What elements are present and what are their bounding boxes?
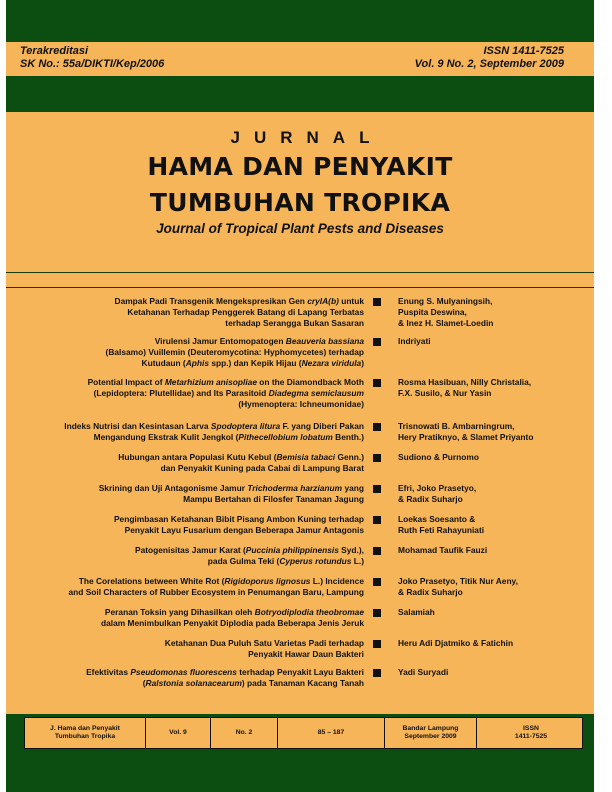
- article-authors: [398, 638, 588, 649]
- article-title: [24, 638, 364, 660]
- article-title-line: dan Penyakit Kuning pada Cabai di Lampung Barat: [160, 463, 364, 474]
- footer-cell-line: ISSN: [523, 724, 539, 732]
- article-title-line: Skrining dan Uji Antagonisme Jamur Trichoderma harzianum yang: [98, 483, 364, 493]
- article-title: [24, 483, 364, 505]
- article-title: [24, 421, 364, 443]
- article-author-line: Indriyati: [398, 336, 431, 346]
- footer-place-date: [385, 718, 477, 748]
- article-author-line: Salamiah: [398, 607, 435, 617]
- footer-volume: [146, 718, 211, 748]
- article-author-line: Joko Prasetyo, Titik Nur Aeny,: [398, 576, 518, 586]
- article-title-line: Efektivitas Pseudomonas fluorescens terhadap Penyakit Layu Bakteri: [86, 667, 364, 677]
- article-authors: [398, 452, 588, 463]
- footer-number: [211, 718, 278, 748]
- article-authors: [398, 514, 588, 536]
- article-authors: [398, 607, 588, 618]
- article-title: [24, 336, 364, 370]
- article-author-line: Efri, Joko Prasetyo,: [398, 483, 477, 493]
- article-title-line: The Corelations between White Rot (Rigidoporus lignosus L.) Incidence: [78, 576, 364, 586]
- article-title-line: Mengandung Ekstrak Kulit Jengkol (Pithecellobium lobatum Benth.): [93, 432, 364, 443]
- footer-cell-line: J. Hama dan Penyakit: [50, 724, 120, 732]
- article-title-line: Pengimbasan Ketahanan Bibit Pisang Ambon Kuning terhadap: [113, 514, 364, 524]
- article-author-line: Mohamad Taufik Fauzi: [398, 545, 488, 555]
- article-authors: [398, 667, 588, 678]
- article-author-line: & Inez H. Slamet-Loedin: [398, 318, 494, 329]
- article-title: [24, 514, 364, 536]
- article-author-line: Yadi Suryadi: [398, 667, 449, 677]
- footer-cell-line: Tumbuhan Tropika: [54, 733, 116, 740]
- bullet-square-icon: [373, 578, 381, 586]
- journal-cover: [6, 0, 594, 792]
- article-authors: [398, 336, 588, 347]
- divider-bottom: [6, 287, 594, 288]
- article-authors: [398, 421, 588, 443]
- article-title-line: Patogenisitas Jamur Karat (Puccinia philippinensis Syd.),: [135, 545, 364, 555]
- article-title: [24, 667, 364, 689]
- article-title-line: Ketahanan Dua Puluh Satu Varietas Padi terhadap: [164, 638, 364, 648]
- article-authors: [398, 576, 588, 598]
- article-authors: [398, 545, 588, 556]
- footer-journal-abbrev: [25, 718, 146, 748]
- article-author-line: Heru Adi Djatmiko & Fatichin: [398, 638, 514, 648]
- sk-number: SK No.: 55a/DIKTI/Kep/2006: [20, 58, 165, 70]
- bullet-square-icon: [373, 338, 381, 346]
- article-author-line: Enung S. Mulyaningsih,: [398, 296, 493, 306]
- bullet-square-icon: [373, 669, 381, 677]
- article-title-line: terhadap Serangga Bukan Sasaran: [225, 318, 364, 329]
- article-title: [24, 452, 364, 474]
- footer-cell-line: No. 2: [235, 728, 253, 736]
- article-title-line: Hubungan antara Populasi Kutu Kebul (Bemisia tabaci Genn.): [118, 452, 364, 462]
- article-authors: [398, 296, 588, 330]
- article-title-line: (Ralstonia solanacearum) pada Tanaman Kacang Tanah: [142, 678, 364, 689]
- article-author-line: Hery Pratiknyo, & Slamet Priyanto: [398, 432, 534, 443]
- footer-info-table: [24, 717, 583, 749]
- article-title-line: Penyakit Hawar Daun Bakteri: [248, 649, 364, 660]
- article-title-line: Potential Impact of Metarhizium anisopliae on the Diamondback Moth: [87, 377, 364, 387]
- article-title-line: Penyakit Layu Fusarium dengan Beberapa Jamur Antagonis: [124, 525, 364, 536]
- journal-subtitle: Journal of Tropical Plant Pests and Diseases: [156, 221, 444, 236]
- article-author-line: Sudiono & Purnomo: [398, 452, 479, 462]
- bullet-square-icon: [373, 485, 381, 493]
- article-title-line: Dampak Padi Transgenik Mengekspresikan Gen cryIA(b) untuk: [114, 296, 364, 306]
- article-author-line: Rosma Hasibuan, Nilly Christalia,: [398, 377, 532, 387]
- bullet-square-icon: [373, 379, 381, 387]
- article-title: [24, 607, 364, 629]
- journal-title-line2: TUMBUHAN TROPIKA: [149, 188, 451, 217]
- footer-cell-line: 1411-7525: [514, 733, 548, 740]
- article-title-line: pada Gulma Teki (Cyperus rotundus L.): [207, 556, 364, 567]
- article-author-line: Ruth Feti Rahayuniati: [398, 525, 485, 536]
- volume-issue: Vol. 9 No. 2, September 2009: [414, 58, 564, 70]
- article-title-line: dalam Menimbulkan Penyakit Diplodia pada Beberapa Jenis Jeruk: [101, 618, 364, 629]
- article-title-line: Kutudaun (Aphis spp.) dan Kepik Hijau (Nezara viridula): [141, 358, 364, 369]
- footer-pages: [278, 718, 385, 748]
- footer-cell-line: 85 – 187: [317, 728, 345, 736]
- bullet-square-icon: [373, 423, 381, 431]
- footer-cell-line: Vol. 9: [169, 728, 187, 736]
- article-title: [24, 545, 364, 567]
- article-author-line: & Radix Suharjo: [398, 587, 463, 598]
- bullet-square-icon: [373, 547, 381, 555]
- bullet-square-icon: [373, 298, 381, 306]
- issn-label: ISSN 1411-7525: [483, 45, 564, 57]
- divider-top: [6, 272, 594, 273]
- article-authors: [398, 483, 588, 505]
- jurnal-label: JURNAL: [230, 128, 384, 147]
- footer-cell-line: September 2009: [404, 733, 457, 740]
- article-title-line: (Lepidoptera: Plutellidae) and Its Parasitoid Diadegma semiclausum: [93, 388, 364, 399]
- footer-cell-line: Bandar Lampung: [402, 724, 459, 732]
- bullet-square-icon: [373, 640, 381, 648]
- article-title-line: Ketahanan Terhadap Penggerek Batang di Lapang Terbatas: [127, 307, 364, 318]
- header-band: [6, 42, 594, 76]
- article-title-line: (Balsamo) Vuillemin (Deuteromycotina: Hyphomycetes) terhadap: [105, 347, 364, 358]
- article-author-line: Puspita Deswina,: [398, 307, 467, 318]
- article-author-line: F.X. Susilo, & Nur Yasin: [398, 388, 492, 399]
- article-title-line: (Hymenoptera: Ichneumonidae): [238, 399, 364, 410]
- article-authors: [398, 377, 588, 399]
- article-title: [24, 296, 364, 330]
- footer-issn: [477, 718, 585, 748]
- article-title-line: Mampu Bertahan di Filosfer Tanaman Jagung: [183, 494, 364, 505]
- article-author-line: Loekas Soesanto &: [398, 514, 476, 524]
- accreditation-label: Terakreditasi: [20, 45, 89, 57]
- article-author-line: & Radix Suharjo: [398, 494, 463, 505]
- article-title-line: Indeks Nutrisi dan Kesintasan Larva Spodoptera litura F. yang Diberi Pakan: [64, 421, 364, 431]
- bullet-square-icon: [373, 516, 381, 524]
- article-title-line: and Soil Characters of Rubber Ecosystem in Penumangan Baru, Lampung: [68, 587, 364, 598]
- article-title-line: Peranan Toksin yang Dihasilkan oleh Botryodiplodia theobromae: [104, 607, 364, 617]
- article-title-line: Virulensi Jamur Entomopatogen Beauveria bassiana: [154, 336, 364, 346]
- bullet-square-icon: [373, 609, 381, 617]
- article-author-line: Trisnowati B. Ambarningrum,: [398, 421, 515, 431]
- article-title: [24, 377, 364, 411]
- journal-title-line1: HAMA DAN PENYAKIT: [147, 152, 453, 181]
- bullet-square-icon: [373, 454, 381, 462]
- article-title: [24, 576, 364, 598]
